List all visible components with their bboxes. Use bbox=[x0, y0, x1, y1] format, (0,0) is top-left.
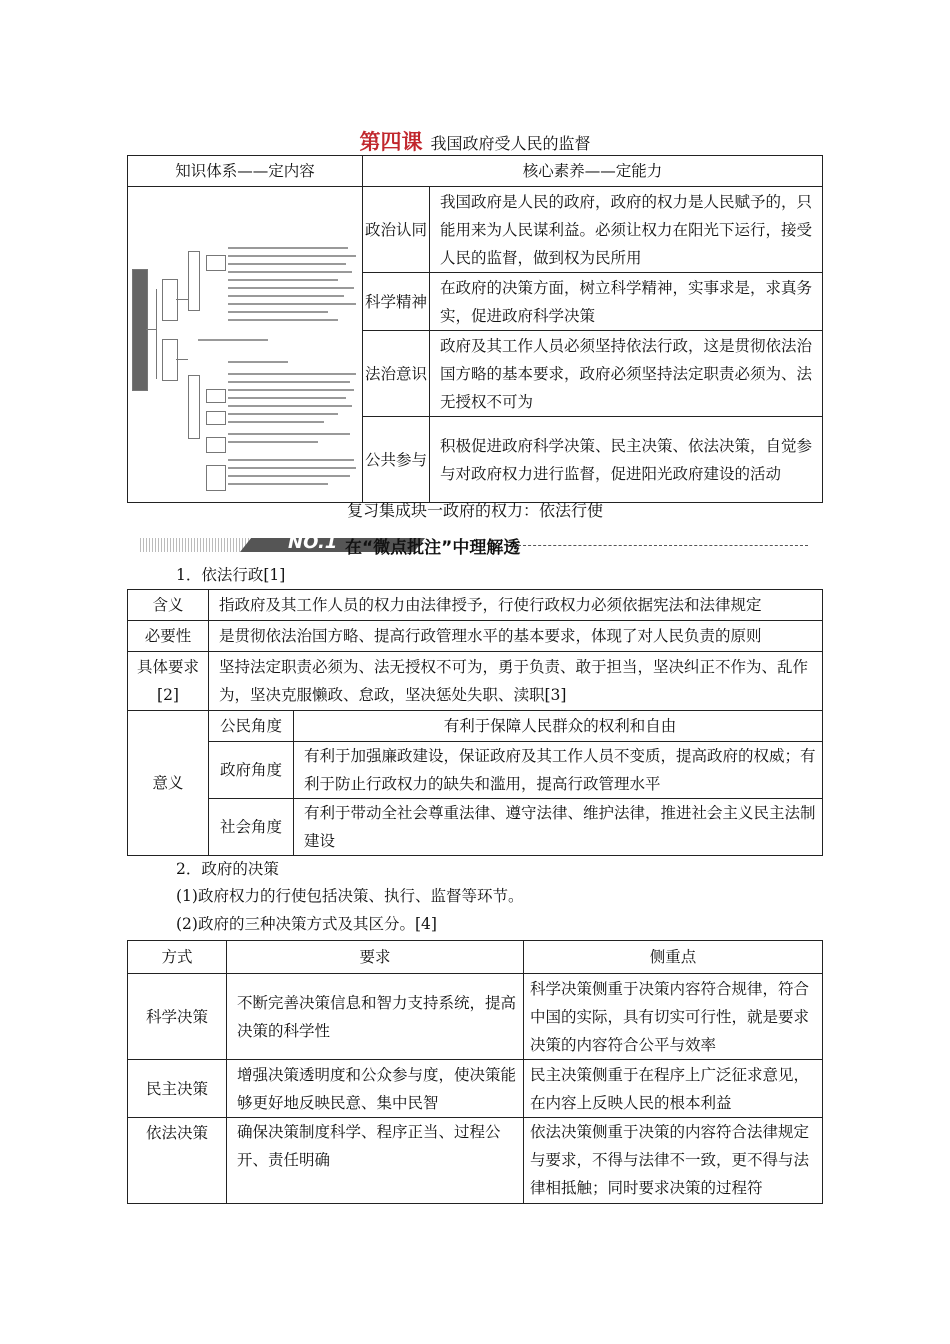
mind-map-node-a bbox=[188, 251, 200, 311]
angle-government-text: 有利于加强廉政建设，保证政府及其工作人员不变质，提高政府的权威；有利于防止行政权力的缺失和滥用，提高行政管理水平 bbox=[294, 742, 823, 799]
row-text-requirements: 坚持法定职责必须为、法无授权不可为，勇于负责、敢于担当，坚决纠正不作为、乱作为，坚决克服懒政、怠政，坚决惩处失职、渎职[3] bbox=[209, 652, 823, 711]
row-text-law: 政府及其工作人员必须坚持依法行政，这是贯彻依法治国方略的基本要求，政府必须坚持法定职责必须为、法无授权不可为 bbox=[430, 331, 823, 417]
lesson-number: 第四课 bbox=[359, 130, 423, 154]
section-banner bbox=[140, 532, 808, 558]
req-law: 确保决策制度科学、程序正当、过程公开、责任明确 bbox=[227, 1118, 524, 1204]
focus-democracy: 民主决策侧重于在程序上广泛征求意见，在内容上反映人民的根本利益 bbox=[524, 1060, 823, 1118]
mind-map-node-c bbox=[206, 255, 226, 271]
row-label-political: 政治认同 bbox=[363, 187, 430, 273]
row-label-requirements: 具体要求[2] bbox=[128, 652, 209, 711]
mind-map-node-g bbox=[206, 465, 226, 491]
row-label-meaning: 含义 bbox=[128, 590, 209, 621]
decision-modes-table bbox=[127, 940, 823, 1204]
req-democracy: 增强决策透明度和公众参与度，使决策能够更好地反映民意、集中民智 bbox=[227, 1060, 524, 1118]
angle-government: 政府角度 bbox=[209, 742, 294, 799]
row-text-political: 我国政府是人民的政府，政府的权力是人民赋予的，只能用来为人民谋利益。必须让权力在阳光下运行，接受人民的监督，做到权为民所用 bbox=[430, 187, 823, 273]
row-text-meaning: 指政府及其工作人员的权力由法律授予，行使行政权力必须依据宪法和法律规定 bbox=[209, 590, 823, 621]
section2-paragraph-1: (1)政府权力的行使包括决策、执行、监督等环节。 bbox=[176, 887, 524, 905]
focus-law: 依法决策侧重于决策的内容符合法律规定与要求，不得与法律不一致，更不得与法律相抵触；同时要求决策的过程符 bbox=[524, 1118, 823, 1204]
rule-of-law-table bbox=[127, 589, 823, 856]
lesson-title bbox=[0, 126, 950, 156]
header-focus: 侧重点 bbox=[524, 941, 823, 974]
mode-democracy: 民主决策 bbox=[128, 1060, 227, 1118]
row-text-necessity: 是贯彻依法治国方略、提高行政管理水平的基本要求，体现了对人民负责的原则 bbox=[209, 621, 823, 652]
angle-society-text: 有利于带动全社会尊重法律、遵守法律、维护法律，推进社会主义民主法制建设 bbox=[294, 799, 823, 856]
row-text-science: 在政府的决策方面，树立科学精神，实事求是，求真务实，促进政府科学决策 bbox=[430, 273, 823, 331]
section2-paragraph-2: (2)政府的三种决策方式及其区分。[4] bbox=[176, 915, 437, 933]
banner-label: 在“微点批注”中理解透 bbox=[345, 538, 521, 558]
mind-map-root bbox=[132, 269, 148, 391]
competency-header: 核心素养——定能力 bbox=[363, 156, 823, 187]
angle-citizen-text: 有利于保障人民群众的权利和自由 bbox=[294, 711, 823, 742]
mind-map-image bbox=[128, 187, 363, 503]
banner-grid-decoration bbox=[140, 538, 250, 552]
section1-heading: 1．依法行政[1] bbox=[176, 566, 286, 584]
banner-number: NO.1 bbox=[288, 532, 338, 553]
mode-science: 科学决策 bbox=[128, 974, 227, 1060]
angle-citizen: 公民角度 bbox=[209, 711, 294, 742]
knowledge-header: 知识体系——定内容 bbox=[128, 156, 363, 187]
mind-map-node-e bbox=[206, 411, 226, 425]
focus-science: 科学决策侧重于决策内容符合规律，符合中国的实际，具有切实可行性，就是要求决策的内容符合公平与效率 bbox=[524, 974, 823, 1060]
overview-table bbox=[127, 155, 823, 503]
row-label-law: 法治意识 bbox=[363, 331, 430, 417]
section-subtitle: 复习集成块一政府的权力：依法行使 bbox=[346, 501, 603, 520]
header-requirement: 要求 bbox=[227, 941, 524, 974]
row-text-participation: 积极促进政府科学决策、民主决策、依法决策，自觉参与对政府权力进行监督，促进阳光政府建设的活动 bbox=[430, 417, 823, 503]
row-label-significance: 意义 bbox=[128, 711, 209, 856]
mind-map-node-d bbox=[206, 389, 226, 403]
row-label-science: 科学精神 bbox=[363, 273, 430, 331]
section2-heading: 2．政府的决策 bbox=[176, 860, 279, 878]
req-science: 不断完善决策信息和智力支持系统，提高决策的科学性 bbox=[227, 974, 524, 1060]
mind-map-branch-1 bbox=[162, 279, 178, 321]
lesson-topic: 我国政府受人民的监督 bbox=[430, 134, 591, 153]
mind-map-branch-2 bbox=[162, 339, 178, 381]
mind-map-node-f bbox=[206, 437, 226, 453]
angle-society: 社会角度 bbox=[209, 799, 294, 856]
header-mode: 方式 bbox=[128, 941, 227, 974]
banner-dash-line bbox=[518, 545, 808, 546]
mind-map-node-b bbox=[188, 375, 200, 439]
row-label-necessity: 必要性 bbox=[128, 621, 209, 652]
row-label-participation: 公共参与 bbox=[363, 417, 430, 503]
mode-law: 依法决策 bbox=[128, 1118, 227, 1204]
